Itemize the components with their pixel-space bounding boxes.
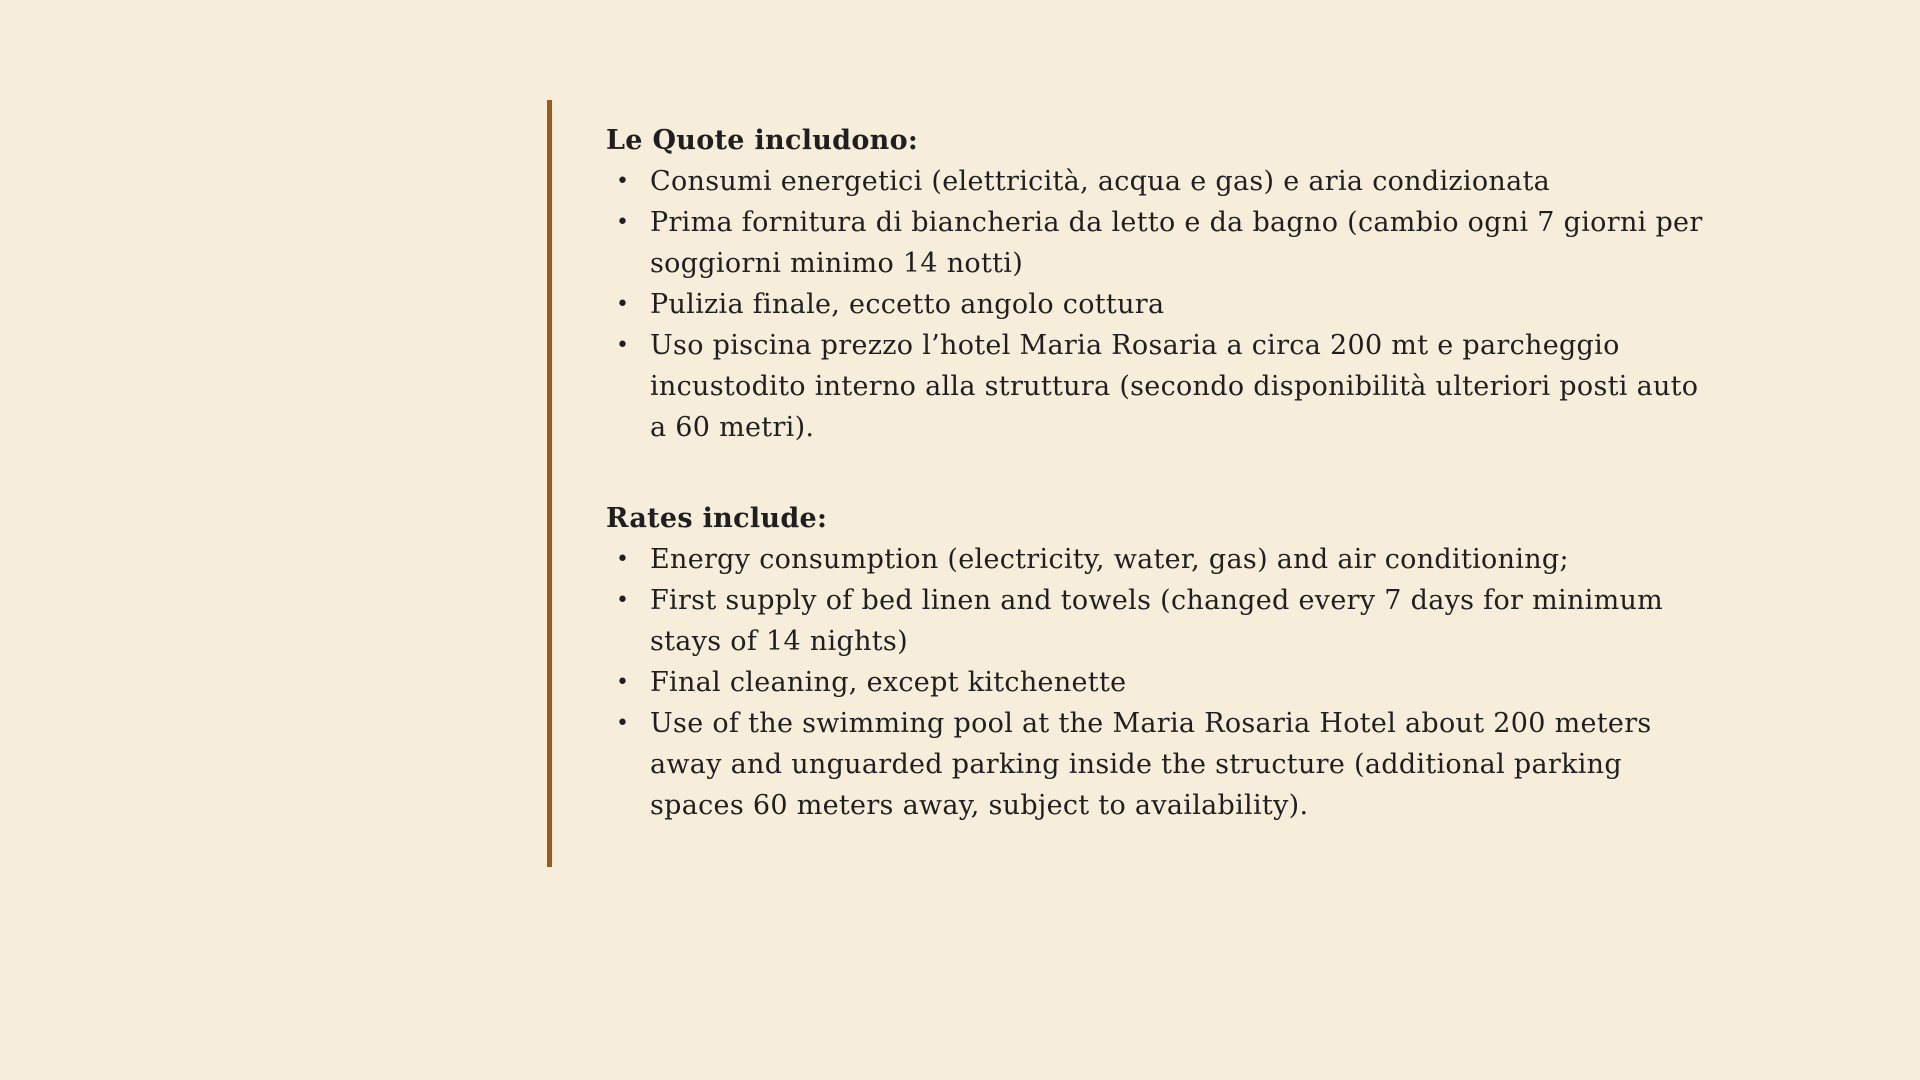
bullet-icon: • — [616, 547, 630, 572]
list-item-text: Uso piscina prezzo l’hotel Maria Rosaria a circa 200 mt e parcheggio incustodito interno alla struttura (secondo disponibilità ulteriori posti auto a 60 metri). — [650, 330, 1699, 443]
list-item — [606, 662, 1706, 703]
content — [606, 120, 1706, 826]
bullet-icon: • — [616, 169, 630, 194]
list-item-text: Consumi energetici (elettricità, acqua e gas) e aria condizionata — [650, 166, 1551, 197]
italian-list — [606, 161, 1706, 448]
list-item — [606, 580, 1706, 662]
list-item-text: First supply of bed linen and towels (changed every 7 days for minimum stays of 14 nights) — [650, 585, 1664, 657]
bullet-icon: • — [616, 333, 630, 358]
bullet-icon: • — [616, 292, 630, 317]
bullet-icon: • — [616, 711, 630, 736]
list-item-text: Final cleaning, except kitchenette — [650, 667, 1127, 698]
bullet-icon: • — [616, 210, 630, 235]
list-item-text: Energy consumption (electricity, water, gas) and air conditioning; — [650, 544, 1569, 575]
english-section — [606, 498, 1706, 826]
bullet-icon: • — [616, 670, 630, 695]
section-spacer — [606, 448, 1706, 498]
list-item — [606, 703, 1706, 826]
list-item — [606, 284, 1706, 325]
english-heading: Rates include: — [606, 503, 828, 534]
bullet-icon: • — [616, 588, 630, 613]
accent-bar — [547, 100, 552, 867]
english-list — [606, 539, 1706, 826]
list-item-text: Prima fornitura di biancheria da letto e da bagno (cambio ogni 7 giorni per soggiorni minimo 14 notti) — [650, 207, 1703, 279]
italian-heading: Le Quote includono: — [606, 125, 919, 156]
list-item-text: Use of the swimming pool at the Maria Rosaria Hotel about 200 meters away and unguarded parking inside the structure (additional parking spaces 60 meters away, subject to availability). — [650, 708, 1652, 821]
list-item-text: Pulizia finale, eccetto angolo cottura — [650, 289, 1165, 320]
list-item — [606, 539, 1706, 580]
italian-section — [606, 120, 1706, 448]
list-item — [606, 325, 1706, 448]
list-item — [606, 161, 1706, 202]
list-item — [606, 202, 1706, 284]
